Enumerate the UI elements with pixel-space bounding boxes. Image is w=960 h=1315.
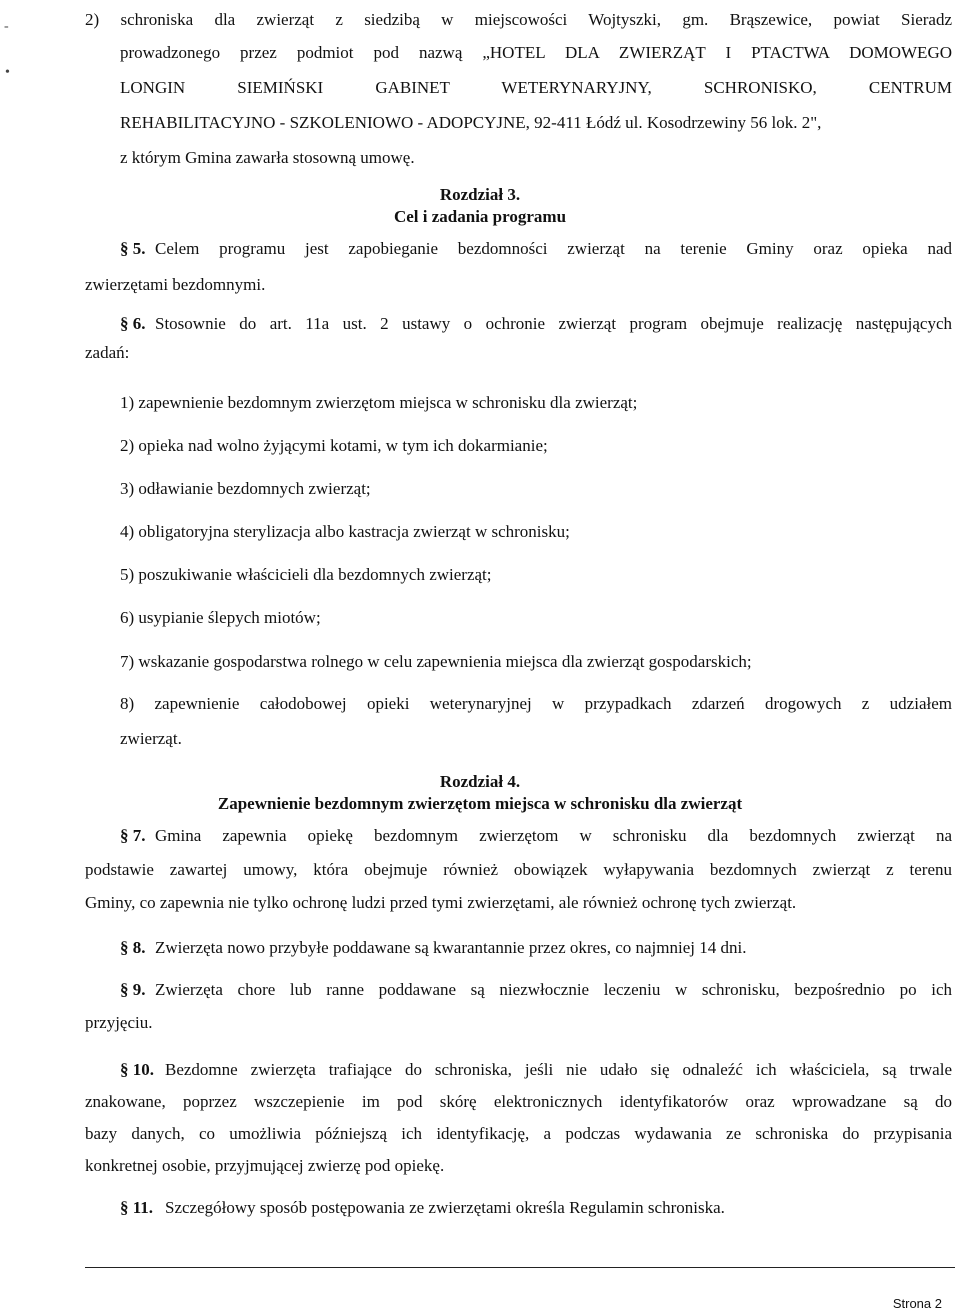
paragraph-7-line-3: Gminy, co zapewnia nie tylko ochronę ludzi przed tymi zwierzętami, ale również ochronę tych zwierząt. (85, 893, 797, 912)
paragraph-10-number: § 10. (120, 1060, 154, 1079)
paragraph-5-line-2: zwierzętami bezdomnymi. (85, 275, 266, 294)
paragraph-11-line-1: Szczegółowy sposób postępowania ze zwierzętami określa Regulamin schroniska. (165, 1198, 725, 1217)
paragraph-8-number: § 8. (120, 938, 146, 957)
task-item-8-line-1: 8) zapewnienie całodobowej opieki weterynaryjnej w przypadkach zdarzeń drogowych z udziałem (120, 694, 952, 713)
paragraph-10-line-4: konkretnej osobie, przyjmującej zwierzę pod opiekę. (85, 1156, 445, 1175)
paragraph-6-number: § 6. (120, 314, 146, 333)
chapter-3-heading: Rozdział 3. (439, 185, 521, 204)
paragraph-8-line-1: Zwierzęta nowo przybyłe poddawane są kwarantannie przez okres, co najmniej 14 dni. (155, 938, 747, 957)
paragraph-10-line-1: Bezdomne zwierzęta trafiające do schroniska, jeśli nie udało się odnaleźć ich właściciela, są trwale (165, 1060, 952, 1079)
footer-divider (85, 1267, 955, 1268)
intro-line-5: z którym Gmina zawarła stosowną umowę. (120, 148, 415, 167)
intro-line-1: 2) schroniska dla zwierząt z siedzibą w miejscowości Wojtyszki, gm. Brąszewice, powiat Sieradz (85, 10, 952, 29)
paragraph-5-line-1: Celem programu jest zapobieganie bezdomności zwierząt na terenie Gminy oraz opieka nad (155, 239, 952, 258)
paragraph-7-line-2: podstawie zawartej umowy, która obejmuje również obowiązek wyłapywania bezdomnych zwierząt z terenu (85, 860, 952, 879)
paragraph-5-number: § 5. (120, 239, 146, 258)
task-item-8-line-2: zwierząt. (120, 729, 182, 748)
margin-bullet-mark: • (5, 65, 10, 80)
paragraph-6-line-1: Stosownie do art. 11a ust. 2 ustawy o ochronie zwierząt program obejmuje realizację następujących (155, 314, 952, 333)
paragraph-7-line-1: Gmina zapewnia opiekę bezdomnym zwierzętom w schronisku dla bezdomnych zwierząt na (155, 826, 952, 845)
paragraph-10-line-2: znakowane, poprzez wszczepienie im pod skórę elektronicznych identyfikatorów oraz wprowadzane są do (85, 1092, 952, 1111)
task-item-7: 7) wskazanie gospodarstwa rolnego w celu zapewnienia miejsca dla zwierząt gospodarskich; (120, 652, 752, 671)
chapter-4-heading: Rozdział 4. (439, 772, 521, 791)
task-item-4: 4) obligatoryjna sterylizacja albo kastracja zwierząt w schronisku; (120, 522, 570, 541)
chapter-4-title: Zapewnienie bezdomnym zwierzętom miejsca w schronisku dla zwierząt (217, 794, 743, 813)
task-item-6: 6) usypianie ślepych miotów; (120, 608, 321, 627)
page-number: Strona 2 (892, 1296, 942, 1311)
intro-line-3: LONGIN SIEMIŃSKI GABINET WETERYNARYJNY, SCHRONISKO, CENTRUM (120, 78, 952, 97)
margin-dash-mark: - (4, 19, 9, 34)
paragraph-10-line-3: bazy danych, co umożliwia późniejszą ich identyfikację, a podczas wydawania ze schroniska do przypisania (85, 1124, 952, 1143)
paragraph-6-line-2: zadań: (85, 343, 130, 362)
paragraph-9-number: § 9. (120, 980, 146, 999)
task-item-5: 5) poszukiwanie właścicieli dla bezdomnych zwierząt; (120, 565, 492, 584)
intro-line-4: REHABILITACYJNO - SZKOLENIOWO - ADOPCYJNE, 92-411 Łódź ul. Kosodrzewiny 56 lok. 2", (120, 113, 822, 132)
paragraph-9-line-2: przyjęciu. (85, 1013, 153, 1032)
paragraph-9-line-1: Zwierzęta chore lub ranne poddawane są niezwłocznie leczeniu w schronisku, bezpośrednio po ich (155, 980, 952, 999)
intro-line-2: prowadzonego przez podmiot pod nazwą „HOTEL DLA ZWIERZĄT I PTACTWA DOMOWEGO (120, 43, 952, 62)
task-item-2: 2) opieka nad wolno żyjącymi kotami, w tym ich dokarmianie; (120, 436, 548, 455)
task-item-1: 1) zapewnienie bezdomnym zwierzętom miejsca w schronisku dla zwierząt; (120, 393, 638, 412)
task-item-3: 3) odławianie bezdomnych zwierząt; (120, 479, 371, 498)
paragraph-7-number: § 7. (120, 826, 146, 845)
paragraph-11-number: § 11. (120, 1198, 154, 1217)
chapter-3-title: Cel i zadania programu (393, 207, 567, 226)
